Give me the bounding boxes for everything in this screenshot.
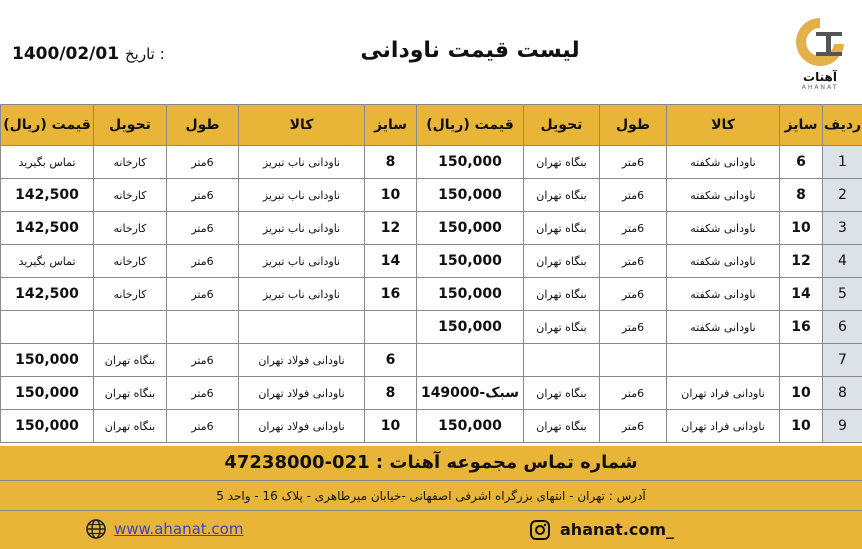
- table-row: [1, 377, 862, 410]
- product-cell: ناودانی فولاد تهران: [239, 377, 365, 410]
- product-cell: [667, 344, 780, 377]
- length-cell: [167, 311, 239, 344]
- price-cell: 150,000: [417, 245, 524, 278]
- delivery-cell: بنگاه تهران: [524, 410, 600, 443]
- product-cell: ناودانی ناب تبریز: [239, 245, 365, 278]
- delivery-cell: بنگاه تهران: [524, 245, 600, 278]
- row-number: 2: [823, 179, 862, 212]
- table-header-row: [1, 105, 862, 146]
- product-cell: ناودانی ناب تبریز: [239, 212, 365, 245]
- logo: [788, 14, 852, 94]
- logo-subtext: AHANAT: [788, 84, 852, 91]
- size-cell: 14: [365, 245, 417, 278]
- date-value: 1400/02/01: [12, 44, 119, 64]
- col-tahvil: تحویل: [94, 105, 167, 146]
- size-cell: 8: [365, 146, 417, 179]
- length-cell: 6متر: [600, 377, 667, 410]
- size-cell: 12: [365, 212, 417, 245]
- length-cell: 6متر: [600, 245, 667, 278]
- table-row: [1, 311, 862, 344]
- row-number: 8: [823, 377, 862, 410]
- price-cell: 142,500: [1, 179, 94, 212]
- delivery-cell: بنگاه تهران: [94, 410, 167, 443]
- col-size: سایز: [365, 105, 417, 146]
- delivery-cell: کارخانه: [94, 212, 167, 245]
- page-title: لیست قیمت ناودانی: [340, 38, 600, 63]
- size-cell: 8: [365, 377, 417, 410]
- price-cell: سبک-149000: [417, 377, 524, 410]
- product-cell: ناودانی شکفته: [667, 245, 780, 278]
- size-cell: 12: [780, 245, 823, 278]
- price-cell: 150,000: [417, 311, 524, 344]
- table-row: [1, 278, 862, 311]
- length-cell: [600, 344, 667, 377]
- length-cell: 6متر: [600, 179, 667, 212]
- table-row: [1, 344, 862, 377]
- instagram-icon: [530, 520, 550, 540]
- price-cell: 142,500: [1, 278, 94, 311]
- size-cell: 16: [365, 278, 417, 311]
- product-cell: [239, 311, 365, 344]
- product-cell: ناودانی شکفته: [667, 212, 780, 245]
- size-cell: [365, 311, 417, 344]
- table-row: [1, 212, 862, 245]
- product-cell: ناودانی ناب تبریز: [239, 278, 365, 311]
- product-cell: ناودانی ناب تبریز: [239, 146, 365, 179]
- length-cell: 6متر: [167, 212, 239, 245]
- delivery-cell: کارخانه: [94, 146, 167, 179]
- product-cell: ناودانی شکفته: [667, 179, 780, 212]
- length-cell: 6متر: [167, 344, 239, 377]
- price-cell: 150,000: [417, 212, 524, 245]
- page-header: [0, 0, 862, 104]
- price-cell: 150,000: [417, 146, 524, 179]
- size-cell: 10: [365, 179, 417, 212]
- delivery-cell: بنگاه تهران: [94, 377, 167, 410]
- price-cell: [1, 311, 94, 344]
- row-number: 5: [823, 278, 862, 311]
- product-cell: ناودانی فراد تهران: [667, 410, 780, 443]
- delivery-cell: بنگاه تهران: [524, 278, 600, 311]
- length-cell: 6متر: [600, 146, 667, 179]
- price-cell: 142,500: [1, 212, 94, 245]
- size-cell: 10: [365, 410, 417, 443]
- length-cell: 6متر: [600, 410, 667, 443]
- price-cell: 150,000: [1, 344, 94, 377]
- row-number: 6: [823, 311, 862, 344]
- table-row: [1, 179, 862, 212]
- col-tahvil: تحویل: [524, 105, 600, 146]
- product-cell: ناودانی شکفته: [667, 311, 780, 344]
- price-table: [0, 104, 862, 443]
- col-price: قیمت (ریال): [1, 105, 94, 146]
- size-cell: [780, 344, 823, 377]
- length-cell: 6متر: [600, 311, 667, 344]
- length-cell: 6متر: [167, 410, 239, 443]
- col-tool: طول: [600, 105, 667, 146]
- size-cell: 6: [780, 146, 823, 179]
- table-body: [1, 146, 862, 443]
- col-tool: طول: [167, 105, 239, 146]
- delivery-cell: [524, 344, 600, 377]
- price-cell: تماس بگیرید: [1, 146, 94, 179]
- price-cell: 150,000: [417, 179, 524, 212]
- delivery-cell: بنگاه تهران: [94, 344, 167, 377]
- row-number: 7: [823, 344, 862, 377]
- address: آدرس : تهران - انتهای بزرگراه اشرفی اصفهانی -خیابان میرطاهری - پلاک 16 - واحد 5: [0, 480, 862, 511]
- table-row: [1, 245, 862, 278]
- price-cell: [417, 344, 524, 377]
- delivery-cell: [94, 311, 167, 344]
- instagram-handle[interactable]: ahanat.com_: [560, 520, 674, 539]
- delivery-cell: بنگاه تهران: [524, 311, 600, 344]
- contact-phone: شماره تماس مجموعه آهنات : 021-47238000: [0, 446, 862, 480]
- logo-text: آهنات: [788, 70, 852, 84]
- delivery-cell: بنگاه تهران: [524, 179, 600, 212]
- col-radif: ردیف: [823, 105, 862, 146]
- row-number: 4: [823, 245, 862, 278]
- footer: [0, 510, 862, 549]
- size-cell: 6: [365, 344, 417, 377]
- product-cell: ناودانی شکفته: [667, 146, 780, 179]
- col-price: قیمت (ریال): [417, 105, 524, 146]
- length-cell: 6متر: [167, 278, 239, 311]
- length-cell: 6متر: [167, 146, 239, 179]
- table-row: [1, 410, 862, 443]
- length-cell: 6متر: [600, 212, 667, 245]
- size-cell: 10: [780, 377, 823, 410]
- length-cell: 6متر: [600, 278, 667, 311]
- logo-mark-icon: [790, 14, 850, 70]
- delivery-cell: کارخانه: [94, 245, 167, 278]
- row-number: 1: [823, 146, 862, 179]
- delivery-cell: بنگاه تهران: [524, 377, 600, 410]
- delivery-cell: بنگاه تهران: [524, 146, 600, 179]
- delivery-cell: بنگاه تهران: [524, 212, 600, 245]
- price-cell: 150,000: [417, 410, 524, 443]
- price-cell: تماس بگیرید: [1, 245, 94, 278]
- product-cell: ناودانی فولاد تهران: [239, 410, 365, 443]
- length-cell: 6متر: [167, 179, 239, 212]
- size-cell: 10: [780, 410, 823, 443]
- delivery-cell: کارخانه: [94, 179, 167, 212]
- product-cell: ناودانی شکفته: [667, 278, 780, 311]
- date: [12, 44, 165, 64]
- delivery-cell: کارخانه: [94, 278, 167, 311]
- price-cell: 150,000: [417, 278, 524, 311]
- length-cell: 6متر: [167, 377, 239, 410]
- product-cell: ناودانی فراد تهران: [667, 377, 780, 410]
- website-link[interactable]: www.ahanat.com: [114, 520, 243, 538]
- col-kala: کالا: [239, 105, 365, 146]
- product-cell: ناودانی ناب تبریز: [239, 179, 365, 212]
- date-label: تاریخ :: [125, 45, 165, 63]
- row-number: 9: [823, 410, 862, 443]
- size-cell: 10: [780, 212, 823, 245]
- size-cell: 14: [780, 278, 823, 311]
- table-row: [1, 146, 862, 179]
- product-cell: ناودانی فولاد تهران: [239, 344, 365, 377]
- row-number: 3: [823, 212, 862, 245]
- size-cell: 8: [780, 179, 823, 212]
- col-size: سایز: [780, 105, 823, 146]
- price-cell: 150,000: [1, 377, 94, 410]
- globe-icon: [86, 519, 106, 539]
- col-kala: کالا: [667, 105, 780, 146]
- price-cell: 150,000: [1, 410, 94, 443]
- size-cell: 16: [780, 311, 823, 344]
- length-cell: 6متر: [167, 245, 239, 278]
